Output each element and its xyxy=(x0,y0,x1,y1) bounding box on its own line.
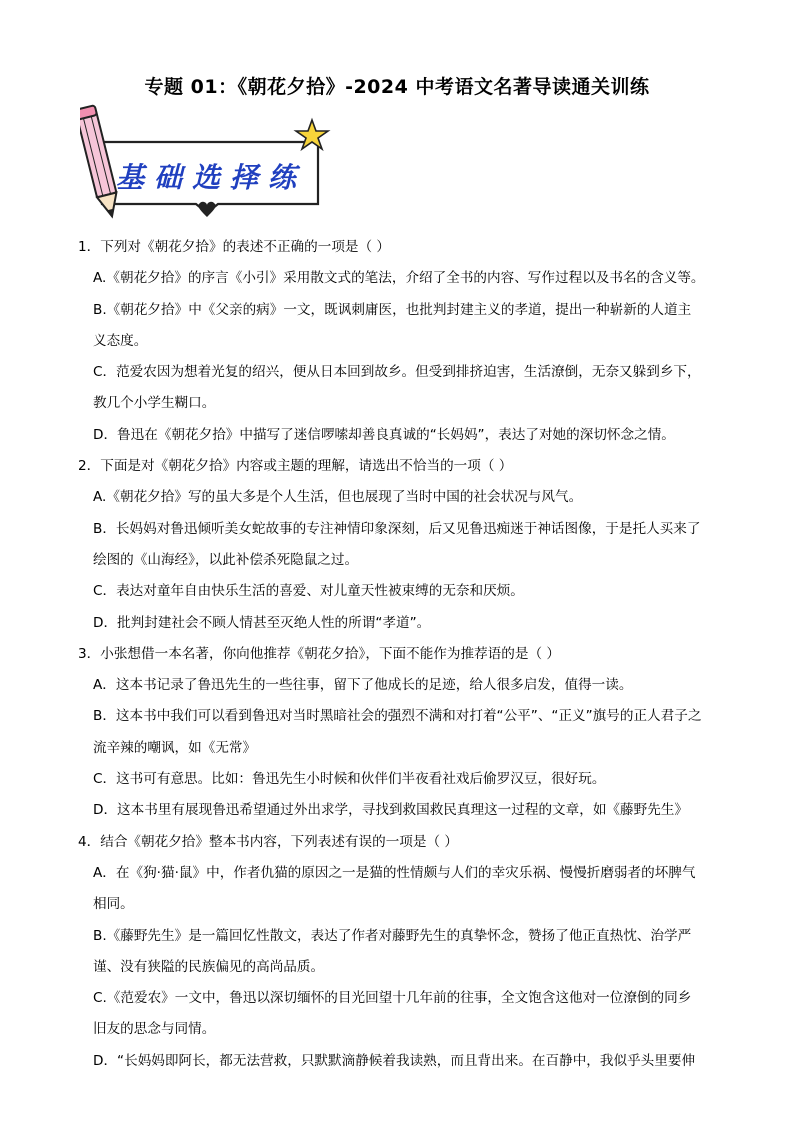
option-line: C．这书可有意思。比如：鲁迅先生小时候和伙伴们半夜看社戏后偷罗汉豆，很好玩。 xyxy=(93,771,606,788)
option-line: A.《朝花夕拾》的序言《小引》采用散文式的笔法，介绍了全书的内容、写作过程以及书名的含义等。 xyxy=(93,270,705,287)
option-line: 教几个小学生糊口。 xyxy=(93,395,216,412)
option-line: B.《朝花夕拾》中《父亲的病》一文，既讽刺庸医，也批判封建主义的孝道，提出一种崭新的人道主 xyxy=(93,301,692,318)
banner-label: 基础选择练 xyxy=(116,161,307,194)
option-line: D．“长妈妈即阿长，都无法营救，只默默滴静候着我读熟，而且背出来。在百静中，我似乎头里要伸 xyxy=(93,1052,696,1069)
option-line: C．范爱农因为想着光复的绍兴，便从日本回到故乡。但受到排挤迫害，生活潦倒，无奈又躲到乡下， xyxy=(93,364,701,381)
page-title: 专题 01：《朝花夕拾》-2024 中考语文名著导读通关训练 xyxy=(144,76,650,98)
option-line: 旧友的思念与同情。 xyxy=(93,1021,216,1038)
question-1 xyxy=(78,232,738,451)
option-line: 绘图的《山海经》，以此补偿杀死隐鼠之过。 xyxy=(93,551,359,568)
question-3 xyxy=(78,639,738,827)
option-line: 谨、没有狭隘的民族偏见的高尚品质。 xyxy=(93,958,325,975)
option-line: C.《范爱农》一文中，鲁迅以深切缅怀的目光回望十几年前的往事，全文饱含这他对一位潦倒的同乡 xyxy=(93,990,692,1007)
question-stem: 2．下面是对《朝花夕拾》内容或主题的理解，请选出不恰当的一项（ ） xyxy=(78,458,513,475)
option-line: 流辛辣的嘲讽，如《无常》 xyxy=(93,739,257,756)
question-stem: 4．结合《朝花夕拾》整本书内容，下列表述有误的一项是（ ） xyxy=(78,833,458,850)
option-line: A．这本书记录了鲁迅先生的一些往事，留下了他成长的足迹，给人很多启发，值得一读。 xyxy=(93,677,633,694)
option-line: D．批判封建社会不顾人情甚至灭绝人性的所谓“孝道”。 xyxy=(93,614,431,631)
question-4 xyxy=(78,827,738,1077)
option-line: A．在《狗·猫·鼠》中，作者仇猫的原因之一是猫的性情颇与人们的幸灾乐祸、慢慢折磨弱者的坏脾气 xyxy=(93,864,696,881)
question-2 xyxy=(78,451,738,639)
question-stem: 3．小张想借一本名著，你向他推荐《朝花夕拾》，下面不能作为推荐语的是（ ） xyxy=(78,645,560,662)
option-line: C．表达对童年自由快乐生活的喜爱、对儿童天性被束缚的无奈和厌烦。 xyxy=(93,583,524,600)
question-list xyxy=(78,232,738,1077)
option-line: D．这本书里有展现鲁迅希望通过外出求学，寻找到救国救民真理这一过程的文章，如《藤野先生》 xyxy=(93,802,688,819)
option-line: 相同。 xyxy=(93,896,134,913)
option-line: 义态度。 xyxy=(93,332,148,349)
option-line: B.《藤野先生》是一篇回忆性散文，表达了作者对藤野先生的真挚怀念，赞扬了他正直热忱、治学严 xyxy=(93,927,692,944)
option-line: A.《朝花夕拾》写的虽大多是个人生活，但也展现了当时中国的社会状况与风气。 xyxy=(93,489,583,506)
question-stem: 1．下列对《朝花夕拾》的表述不正确的一项是（ ） xyxy=(78,239,391,255)
option-line: B．长妈妈对鲁迅倾听美女蛇故事的专注神情印象深刻，后又见鲁迅痴迷于神话图像，于是托人买来了 xyxy=(93,520,701,537)
option-line: D．鲁迅在《朝花夕拾》中描写了迷信啰嗦却善良真诚的“长妈妈”，表达了对她的深切怀念之情。 xyxy=(93,426,675,443)
option-line: B．这本书中我们可以看到鲁迅对当时黑暗社会的强烈不满和对打着“公平”、“正义”旗号的正人君子之 xyxy=(93,708,702,725)
